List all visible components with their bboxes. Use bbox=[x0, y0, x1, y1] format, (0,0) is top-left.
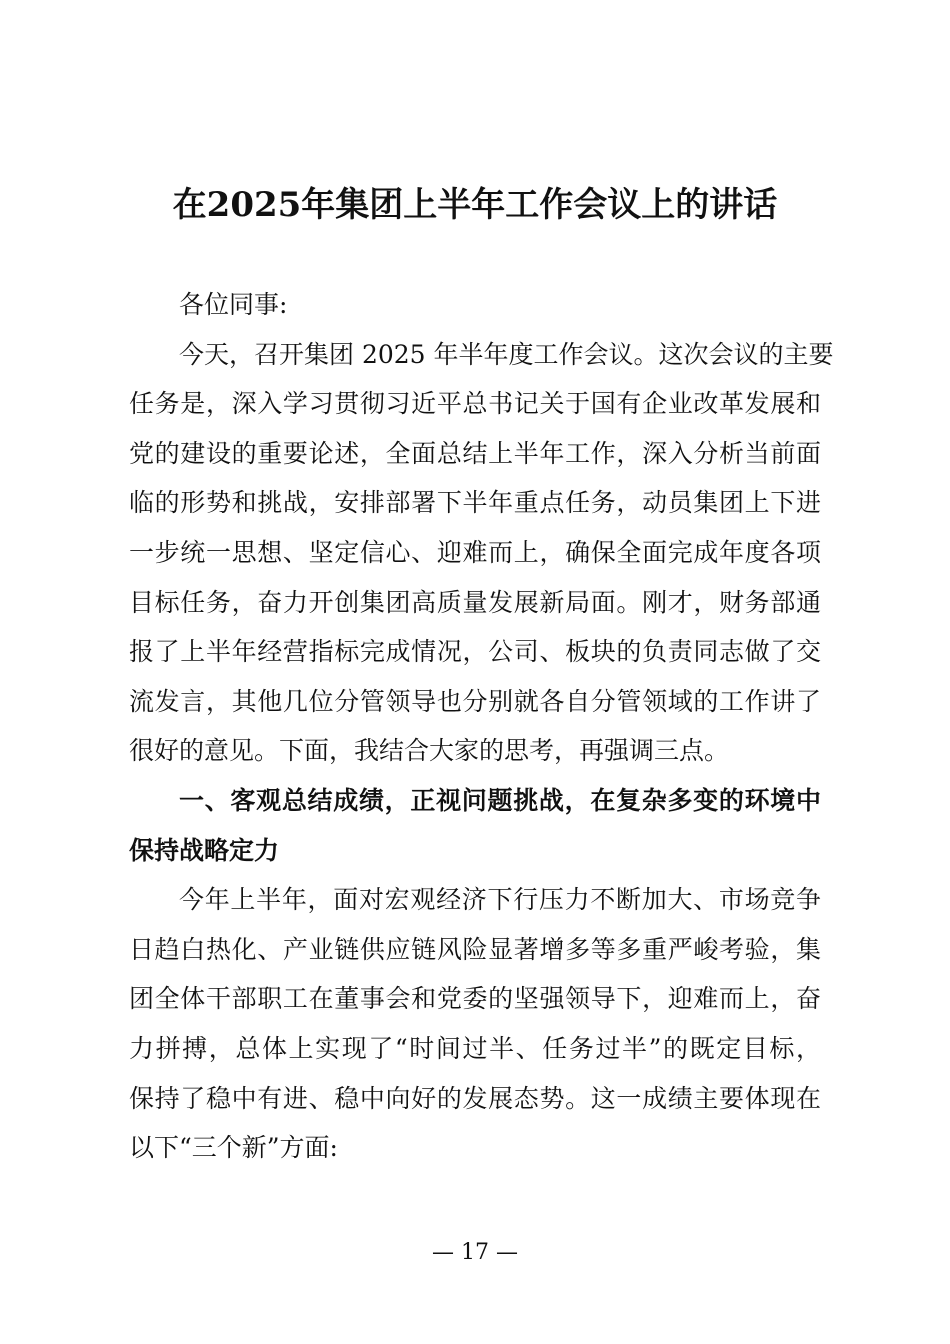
paragraph-line: 保持了稳中有进、稳中向好的发展态势。这一成绩主要体现在 bbox=[129, 1083, 821, 1113]
page-number: — 17 — bbox=[432, 1240, 518, 1265]
paragraph-line: 任务是，深入学习贯彻习近平总书记关于国有企业改革发展和 bbox=[129, 389, 821, 419]
paragraph-line: 临的形势和挑战，安排部署下半年重点任务，动员集团上下进 bbox=[129, 488, 821, 518]
paragraph-line: 党的建设的重要论述，全面总结上半年工作，深入分析当前面 bbox=[129, 438, 821, 468]
paragraph-line: 报了上半年经营指标完成情况，公司、板块的负责同志做了交 bbox=[129, 637, 821, 667]
paragraph-line: 今年上半年，面对宏观经济下行压力不断加大、市场竞争 bbox=[179, 885, 821, 915]
paragraph-line: 日趋白热化、产业链供应链风险显著增多等多重严峻考验，集 bbox=[129, 934, 821, 964]
paragraph-line: 各位同事: bbox=[179, 290, 288, 319]
paragraph-line: 流发言，其他几位分管领导也分别就各自分管领域的工作讲了 bbox=[129, 686, 821, 716]
paragraph-line: 目标任务，奋力开创集团高质量发展新局面。刚才，财务部通 bbox=[129, 587, 821, 617]
paragraph-line: 很好的意见。下面，我结合大家的思考，再强调三点。 bbox=[129, 736, 730, 766]
paragraph-line: 以下“三个新”方面: bbox=[129, 1133, 338, 1163]
document-title: 在2025年集团上半年工作会议上的讲话 bbox=[172, 185, 778, 225]
paragraph-line: 团全体干部职工在董事会和党委的坚强领导下，迎难而上，奋 bbox=[129, 984, 821, 1014]
paragraph-line: 今天，召开集团 2025 年半年度工作会议。这次会议的主要 bbox=[179, 339, 834, 369]
section-heading-line: 一、客观总结成绩，正视问题挑战，在复杂多变的环境中 bbox=[179, 786, 821, 815]
section-heading-line: 保持战略定力 bbox=[129, 835, 280, 865]
paragraph-line: 力拼搏，总体上实现了“时间过半、任务过半”的既定目标， bbox=[129, 1034, 821, 1063]
paragraph-line: 一步统一思想、坚定信心、迎难而上，确保全面完成年度各项 bbox=[129, 538, 821, 567]
